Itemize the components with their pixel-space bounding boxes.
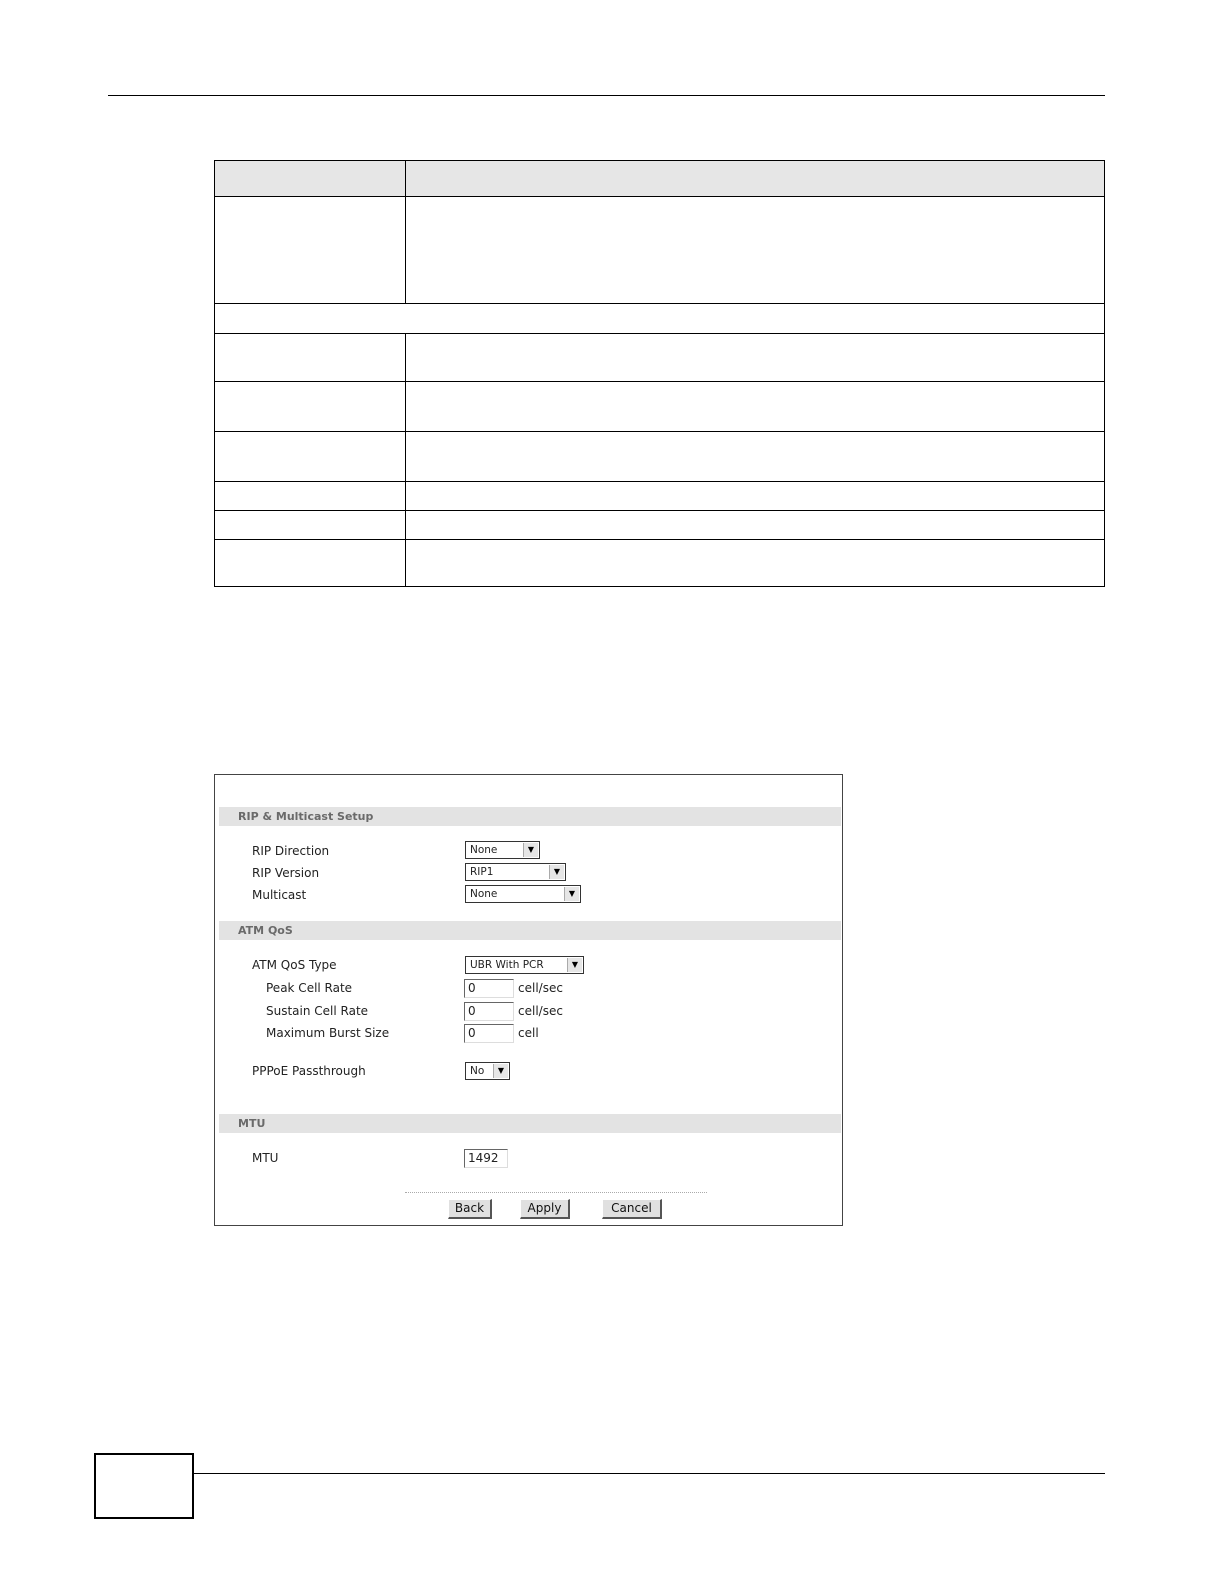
table-row — [215, 540, 1105, 587]
table-cell — [406, 432, 1105, 482]
rip-version-select[interactable] — [465, 863, 566, 881]
table-cell — [215, 304, 1105, 334]
section-rip-multicast — [219, 807, 841, 826]
table-cell — [215, 432, 406, 482]
chevron-down-icon[interactable]: ▼ — [523, 843, 538, 857]
table-row — [215, 511, 1105, 540]
atm-qos-type-select[interactable] — [465, 956, 584, 974]
pppoe-passthrough-label: PPPoE Passthrough — [252, 1064, 366, 1078]
table-cell — [406, 511, 1105, 540]
rip-version-value: RIP1 — [470, 866, 494, 878]
table-row — [215, 382, 1105, 432]
multicast-label: Multicast — [252, 888, 307, 902]
table-cell — [215, 197, 406, 304]
apply-button[interactable]: Apply — [520, 1199, 570, 1219]
page-number-box — [94, 1453, 194, 1519]
table-row — [215, 432, 1105, 482]
back-button[interactable]: Back — [448, 1199, 492, 1219]
section-title: RIP & Multicast Setup — [238, 810, 374, 823]
mtu-label: MTU — [252, 1151, 279, 1165]
section-atm-qos — [219, 921, 841, 940]
pppoe-passthrough-value: No — [470, 1065, 485, 1077]
rip-direction-select[interactable] — [465, 841, 540, 859]
pppoe-passthrough-select[interactable] — [465, 1062, 510, 1080]
reference-table — [214, 160, 1105, 587]
rip-direction-label: RIP Direction — [252, 844, 330, 858]
table-row — [215, 482, 1105, 511]
peak-cell-rate-input[interactable]: 0 — [464, 979, 514, 998]
table-cell — [406, 334, 1105, 382]
chevron-down-icon[interactable]: ▼ — [564, 887, 579, 901]
chevron-down-icon[interactable]: ▼ — [549, 865, 564, 879]
table-cell — [215, 482, 406, 511]
max-burst-size-input[interactable]: 0 — [464, 1024, 514, 1043]
table-cell — [406, 197, 1105, 304]
table-cell — [406, 482, 1105, 511]
table-header-cell — [406, 161, 1105, 197]
sustain-cell-rate-unit: cell/sec — [518, 1004, 563, 1018]
atm-qos-type-value: UBR With PCR — [470, 959, 544, 971]
button-separator — [405, 1192, 707, 1193]
multicast-value: None — [470, 888, 498, 900]
wan-settings-screenshot — [214, 774, 843, 1226]
table-cell — [406, 382, 1105, 432]
section-mtu — [219, 1114, 841, 1133]
atm-qos-type-label: ATM QoS Type — [252, 958, 337, 972]
multicast-select[interactable] — [465, 885, 581, 903]
table-header-cell — [215, 161, 406, 197]
header-rule — [108, 95, 1105, 96]
sustain-cell-rate-input[interactable]: 0 — [464, 1002, 514, 1021]
rip-direction-value: None — [470, 844, 498, 856]
table-cell — [215, 540, 406, 587]
chevron-down-icon[interactable]: ▼ — [567, 958, 582, 972]
peak-cell-rate-unit: cell/sec — [518, 981, 563, 995]
table-cell — [215, 334, 406, 382]
table-section-row — [215, 304, 1105, 334]
table-header-row — [215, 161, 1105, 197]
table-cell — [215, 382, 406, 432]
table-cell — [406, 540, 1105, 587]
peak-cell-rate-label: Peak Cell Rate — [266, 981, 353, 995]
footer-rule — [192, 1473, 1105, 1474]
table-row — [215, 334, 1105, 382]
mtu-input[interactable]: 1492 — [464, 1149, 508, 1168]
rip-version-label: RIP Version — [252, 866, 320, 880]
cancel-button[interactable]: Cancel — [602, 1199, 662, 1219]
table-row — [215, 197, 1105, 304]
section-title: ATM QoS — [238, 924, 293, 937]
table-cell — [215, 511, 406, 540]
max-burst-size-unit: cell — [518, 1026, 539, 1040]
sustain-cell-rate-label: Sustain Cell Rate — [266, 1004, 369, 1018]
max-burst-size-label: Maximum Burst Size — [266, 1026, 390, 1040]
chevron-down-icon[interactable]: ▼ — [493, 1064, 508, 1078]
section-title: MTU — [238, 1117, 266, 1130]
